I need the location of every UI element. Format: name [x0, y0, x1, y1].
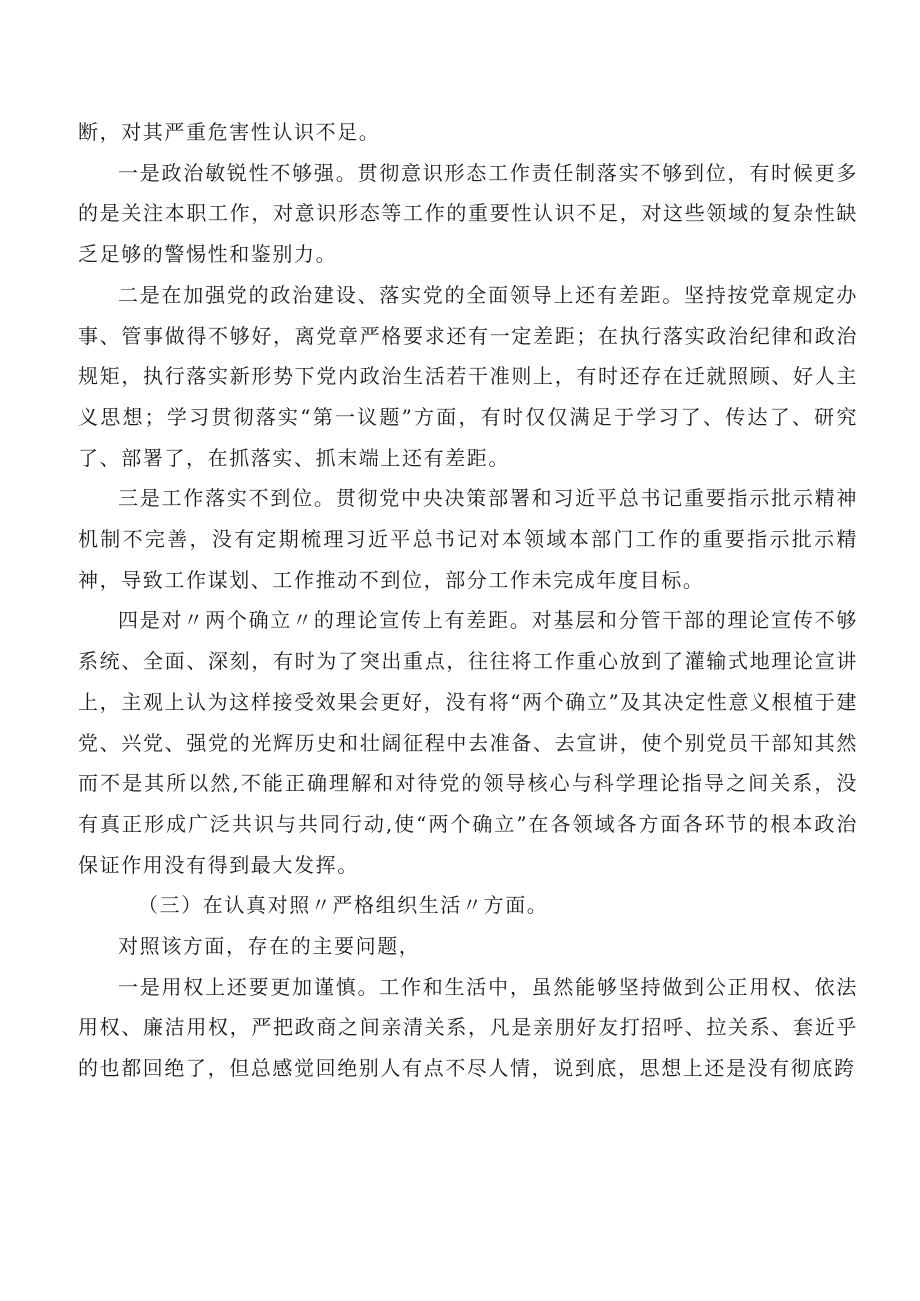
paragraph-intro: 对照该方面，存在的主要问题， [118, 934, 421, 959]
paragraph-point-one: 一是政治敏锐性不够强。贯彻意识形态工作责任制落实不够到位，有时候更多的是关注本职工作，对意识形态等工作的重要性认识不足，对这些领域的复杂性缺乏足够的警惕性和鉴别力。 [78, 160, 858, 267]
section-heading: （三）在认真对照〃严格组织生活〃方面。 [138, 893, 549, 918]
paragraph-point-one-b: 一是用权上还要更加谨慎。工作和生活中，虽然能够坚持做到公正用权、依法用权、廉洁用权，严把政商之间亲清关系，凡是亲朋好友打招呼、拉关系、套近乎的也都回绝了，但总感觉回绝别人有点不尽人情，说到底，思想上还是没有彻底跨 [78, 974, 858, 1081]
document-body [78, 112, 858, 1089]
paragraph-point-four: 四是对〃两个确立〃的理论宣传上有差距。对基层和分管干部的理论宣传不够系统、全面、深刻，有时为了突出重点，往往将工作重心放到了灌输式地理论宣讲上，主观上认为这样接受效果会更好，没有将“两个确立”及其决定性意义根植于建党、兴党、强党的光辉历史和壮阔征程中去准备、去宣讲，使个别党员干部知其然而不是其所以然,不能正确理解和对待党的领导核心与科学理论指导之间关系，没有真正形成广泛共识与共同行动,使“两个确立”在各领域各方面各环节的根本政治保证作用没有得到最大发挥。 [78, 608, 858, 877]
paragraph-continuation: 断，对其严重危害性认识不足。 [78, 120, 381, 144]
paragraph-point-three: 三是工作落实不到位。贯彻党中央决策部署和习近平总书记重要指示批示精神机制不完善，没有定期梳理习近平总书记对本领域本部门工作的重要指示批示精神，导致工作谋划、工作推动不到位，部分工作未完成年度目标。 [78, 486, 858, 592]
paragraph-point-two: 二是在加强党的政治建设、落实党的全面领导上还有差距。坚持按党章规定办事、管事做得不够好，离党章严格要求还有一定差距；在执行落实政治纪律和政治规矩，执行落实新形势下党内政治生活若干准则上，有时还存在迁就照顾、好人主义思想；学习贯彻落实“第一议题”方面，有时仅仅满足于学习了、传达了、研究了、部署了，在抓落实、抓末端上还有差距。 [78, 282, 858, 470]
